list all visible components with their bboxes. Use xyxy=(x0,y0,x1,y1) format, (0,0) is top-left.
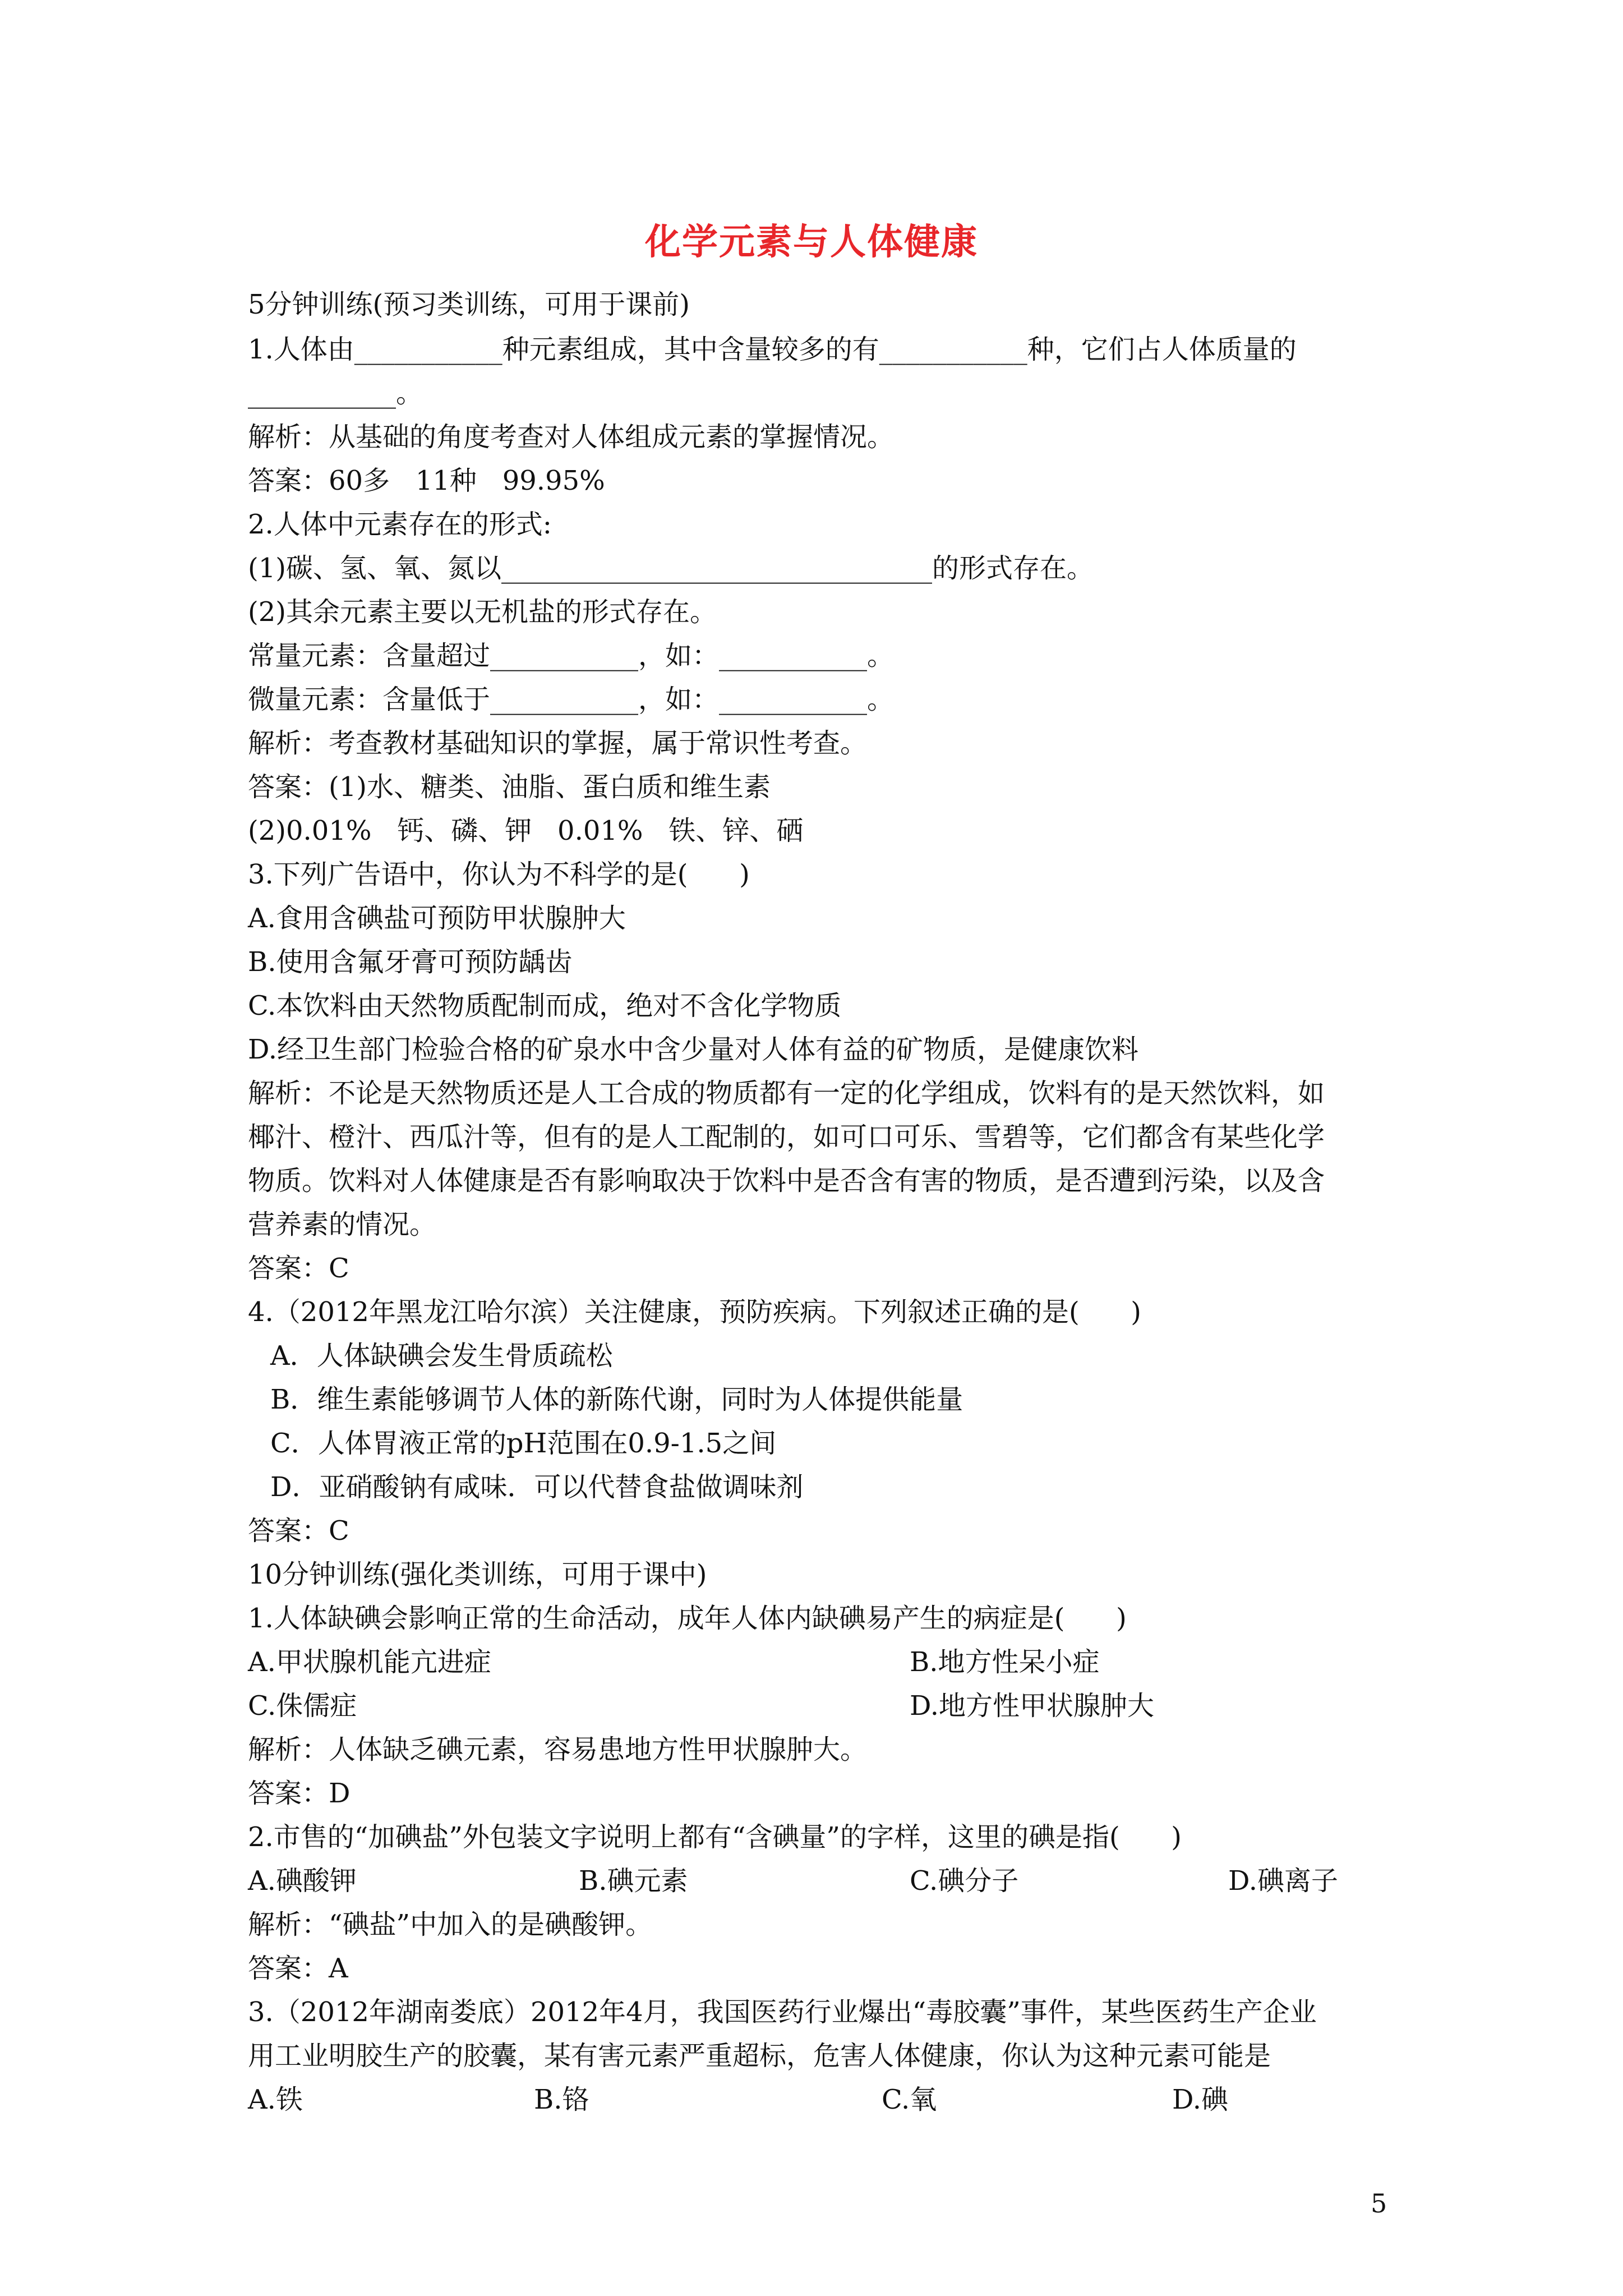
option-item: D.地方性甲状腺肿大 xyxy=(910,1690,1155,1722)
option-item: A.铁 xyxy=(248,2084,303,2115)
question-item: (1)碳、氢、氧、氮以________________________________的形式存在。 xyxy=(248,553,1094,584)
question-item: 常量元素：含量超过___________，如：___________。 xyxy=(248,640,895,671)
page-number: 5 xyxy=(1371,2188,1387,2219)
analysis-text: 椰汁、橙汁、西瓜汁等，但有的是人工配制的，如可口可乐、雪碧等，它们都含有某些化学 xyxy=(248,1121,1325,1153)
option-item: A．人体缺碘会发生骨质疏松 xyxy=(270,1340,613,1372)
question-stem: 4.（2012年黑龙江哈尔滨）关注健康，预防疾病。下列叙述正确的是( ) xyxy=(248,1296,1141,1328)
answer-text: 答案：A xyxy=(248,1953,348,1984)
question-item: (2)其余元素主要以无机盐的形式存在。 xyxy=(248,596,717,628)
question-item: 微量元素：含量低于___________，如：___________。 xyxy=(248,684,895,715)
analysis-text: 解析：不论是天然物质还是人工合成的物质都有一定的化学组成，饮料有的是天然饮料，如 xyxy=(248,1078,1325,1109)
analysis-text: 解析：从基础的角度考查对人体组成元素的掌握情况。 xyxy=(248,421,895,453)
option-item: A.碘酸钾 xyxy=(248,1865,357,1897)
option-item: A.甲状腺机能亢进症 xyxy=(248,1646,491,1678)
option-item: C.碘分子 xyxy=(910,1865,1019,1897)
question-line: 1.人体由___________种元素组成，其中含量较多的有___________种，它们占人体质量的 xyxy=(248,334,1297,365)
question-stem: 2.人体中元素存在的形式: xyxy=(248,509,552,540)
option-item: C．人体胃液正常的pH范围在0.9-1.5之间 xyxy=(270,1428,777,1459)
answer-text: 答案：D xyxy=(248,1778,351,1809)
page-title: 化学元素与人体健康 xyxy=(645,222,978,263)
analysis-text: 物质。饮料对人体健康是否有影响取决于饮料中是否含有害的物质，是否遭到污染，以及含 xyxy=(248,1165,1325,1197)
option-item: D.碘 xyxy=(1172,2084,1229,2115)
analysis-text: 解析：“碘盐”中加入的是碘酸钾。 xyxy=(248,1909,653,1940)
section-heading: 5分钟训练(预习类训练，可用于课前) xyxy=(248,289,690,320)
option-item: B．维生素能够调节人体的新陈代谢，同时为人体提供能量 xyxy=(270,1384,963,1415)
option-item: B.碘元素 xyxy=(579,1865,688,1897)
section-heading: 10分钟训练(强化类训练，可用于课中) xyxy=(248,1559,707,1590)
answer-text: 答案：60多 11种 99.95% xyxy=(248,465,605,496)
option-item: C.本饮料由天然物质配制而成，绝对不含化学物质 xyxy=(248,990,842,1022)
option-item: B.地方性呆小症 xyxy=(910,1646,1100,1678)
analysis-text: 解析：考查教材基础知识的掌握，属于常识性考查。 xyxy=(248,728,868,759)
option-item: D.碘离子 xyxy=(1228,1865,1339,1897)
option-item: A.食用含碘盐可预防甲状腺肿大 xyxy=(248,903,626,934)
analysis-text: 解析：人体缺乏碘元素，容易患地方性甲状腺肿大。 xyxy=(248,1734,868,1765)
question-stem: 2.市售的“加碘盐”外包装文字说明上都有“含碘量”的字样，这里的碘是指( ) xyxy=(248,1821,1182,1853)
analysis-text: 营养素的情况。 xyxy=(248,1209,437,1240)
option-item: B.使用含氟牙膏可预防龋齿 xyxy=(248,946,573,978)
answer-text: 答案：C xyxy=(248,1515,349,1547)
option-item: C.侏儒症 xyxy=(248,1690,357,1722)
question-line: 3.（2012年湖南娄底）2012年4月，我国医药行业爆出“毒胶囊”事件，某些医药生产企业 xyxy=(248,1996,1317,2028)
question-line: 用工业明胶生产的胶囊，某有害元素严重超标，危害人体健康，你认为这种元素可能是 xyxy=(248,2040,1271,2072)
answer-text: 答案：(1)水、糖类、油脂、蛋白质和维生素 xyxy=(248,771,771,803)
question-line: ___________。 xyxy=(248,378,423,409)
option-item: D.经卫生部门检验合格的矿泉水中含少量对人体有益的矿物质，是健康饮料 xyxy=(248,1034,1139,1065)
option-item: C.氧 xyxy=(882,2084,937,2115)
question-stem: 1.人体缺碘会影响正常的生命活动，成年人体内缺碘易产生的病症是( ) xyxy=(248,1603,1127,1634)
answer-text: 答案：C xyxy=(248,1253,349,1284)
answer-text: (2)0.01% 钙、磷、钾 0.01% 铁、锌、硒 xyxy=(248,815,804,846)
question-stem: 3.下列广告语中，你认为不科学的是( ) xyxy=(248,859,750,890)
option-item: B.铬 xyxy=(534,2084,589,2115)
option-item: D．亚硝酸钠有咸味．可以代替食盐做调味剂 xyxy=(270,1471,804,1503)
